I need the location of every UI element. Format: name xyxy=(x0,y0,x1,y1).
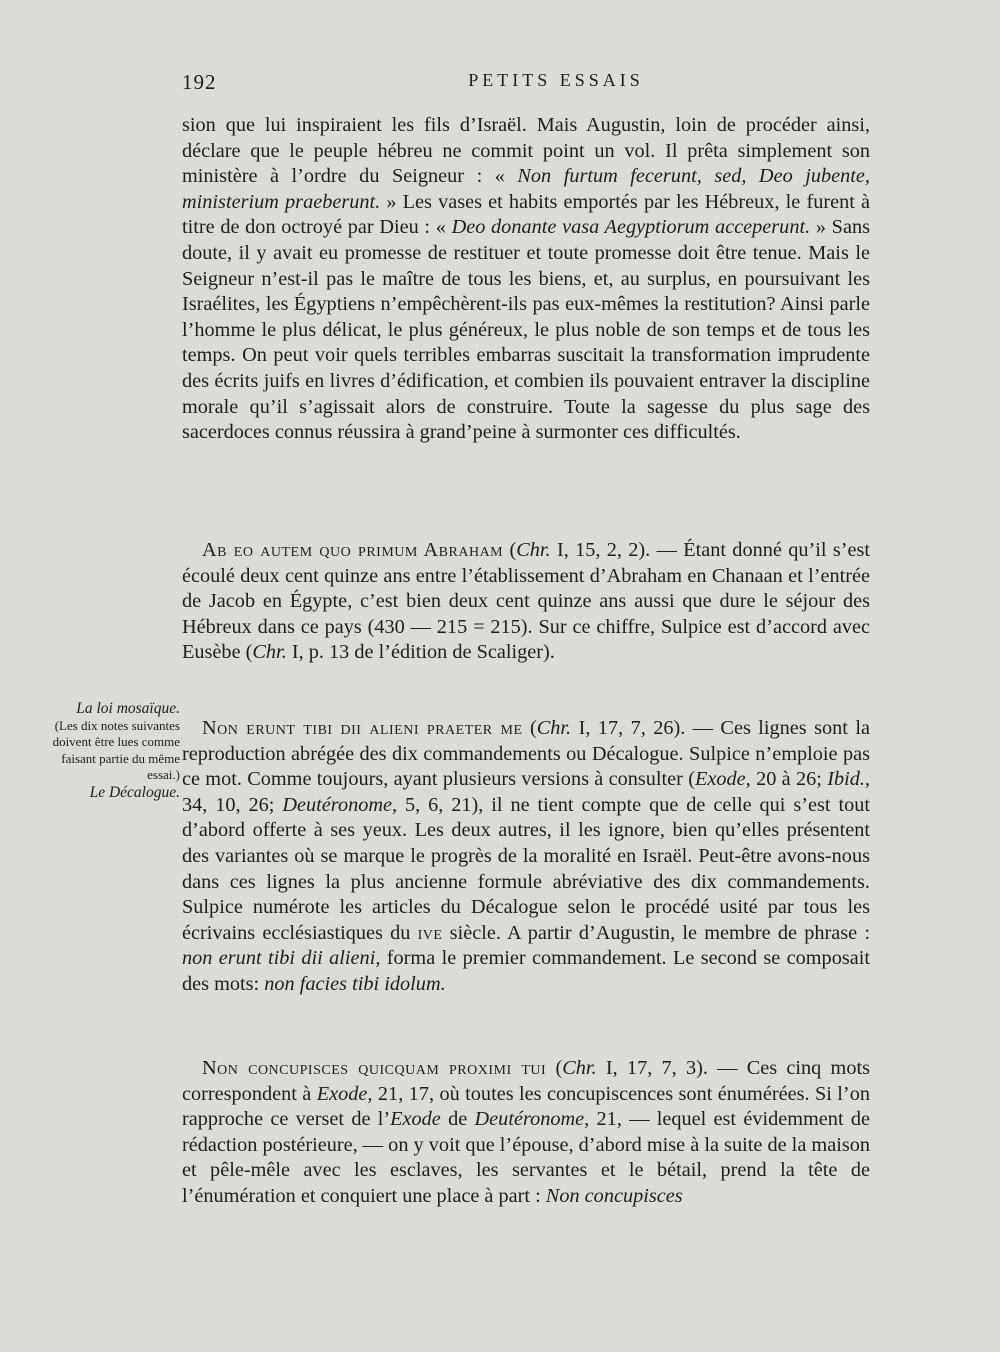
margin-notes xyxy=(40,700,180,801)
para3-quote-1: non erunt tibi dii alieni, xyxy=(182,947,381,970)
para3-text-4: 5, 6, 21), il ne tient compte que de celle qui s’est tout d’abord offerte à ses yeux. Les deux autres, il les ignore, bien qu’elles présentent des variantes où se marque le progrès de la moralité en Israël. Peut-être avons-nous dans ces lignes la plus ancienne formule abréviative des dix commandements. Sulpice numérote les articles du Décalogue selon le procédé usité par tous les écrivains ecclésiastiques du xyxy=(182,793,870,944)
para2-text-1: Étant donné qu’il s’est écoulé deux cent quinze ans entre l’établissement d’Abraham en Chanaan et l’entrée de Jacob en Égypte, c’est bien deux cent quinze ans aussi que dure le séjour des Hébreux dans ce pays (430 — 215 = 215). Sur ce chiffre, Sulpice est d’accord avec Eusèbe ( xyxy=(182,539,870,664)
para2-ref-open: ( xyxy=(509,539,517,561)
para4-text-1: Ces cinq mots correspondent à xyxy=(182,1057,870,1105)
para3-ibid: Ibid., xyxy=(827,768,870,791)
para2-heading: Ab eo autem quo primum Abraham xyxy=(202,539,504,561)
running-title: PETITS ESSAIS xyxy=(468,70,644,90)
page-header xyxy=(182,70,870,104)
para4-text-3: de xyxy=(448,1108,468,1131)
para4-deuteronome: Deutéronome, xyxy=(474,1108,590,1131)
para4-quote: Non concupisces xyxy=(545,1184,683,1207)
para4-heading: Non concupisces quicquam proximi tui xyxy=(202,1057,547,1079)
para3-text-3: 34, 10, 26; xyxy=(182,793,275,816)
para3-ref-open: ( xyxy=(529,717,537,739)
para2-ref-italic: Chr. xyxy=(516,539,551,561)
para3-deuteronome: Deutéronome, xyxy=(282,793,398,816)
para4-ref-italic: Chr. xyxy=(562,1057,597,1079)
para2-ref-rest: I, 15, 2, 2). — xyxy=(556,539,677,561)
para2-text-2: I, p. 13 de l’édition de Scaliger). xyxy=(291,641,555,664)
paragraph-2 xyxy=(182,538,870,666)
para1-text-1: sion que lui inspiraient les fils d’Israël. Mais Augustin, loin de procéder ainsi, déclare que le peuple hébreu ne commit point un vol. Il prêta simplement son ministère à l’ordre du Seigneur : « xyxy=(182,114,870,188)
para3-heading: Non erunt tibi dii alieni praeter me xyxy=(202,717,523,739)
para1-quote-1: Non furtum fecerunt, sed, Deo jubente, ministerium praeberunt. xyxy=(182,165,870,213)
para1-quote-2: Deo donante vasa Aegyptiorum acceperunt. xyxy=(451,216,811,239)
para3-quote-2: non facies tibi idolum. xyxy=(264,972,446,995)
paragraph-3 xyxy=(182,716,870,998)
margin-note-parenthetical: (Les dix notes suivantes doivent être lues comme faisant partie du même essai.) xyxy=(52,717,180,782)
para4-ref-rest: I, 17, 7, 3). — xyxy=(605,1057,738,1079)
para3-century: ive xyxy=(417,921,443,944)
para3-text-5: siècle. A partir d’Augustin, le membre de phrase : xyxy=(449,921,871,944)
para4-text-4: 21, — lequel est évidemment de rédaction postérieure, — on y voit que l’épouse, d’abord mise à la suite de la maison et pêle-mêle avec les esclaves, les servantes et le bétail, prend la tête de l’énumération et conquiert une place à part : xyxy=(182,1108,870,1207)
para1-text-3: » Sans doute, il y avait eu promesse de restituer et toute promesse doit être tenue. Mais le Seigneur n’est-il pas le maître de tous les biens, et, au surplus, en poursuivant les Israélites, les Égyptiens n’empêchèrent-ils pas eux-mêmes la restitution? Ainsi parle l’homme le plus délicat, le plus généreux, le plus noble de son temps et de tous les temps. On peut voir quels terribles embarras suscitait la transformation imprudente des écrits juifs en livres d’édification, et combien ils pouvaient entraver la discipline morale qu’il s’agissait alors de construire. Toute la sagesse du plus sage des sacerdoces connus réussira à grand’peine à surmonter ces difficultés. xyxy=(182,216,870,444)
para3-exode: Exode, xyxy=(695,768,751,791)
para4-ref-open: ( xyxy=(555,1057,563,1079)
para2-chr: Chr. xyxy=(252,641,287,664)
paragraph-1 xyxy=(182,113,870,446)
para1-text-2: » Les vases et habits emportés par les Hébreux, le furent à titre de don octroyé par Dieu : « xyxy=(182,190,870,239)
para3-text-6: forma le premier commandement. Le second se composait des mots: xyxy=(182,947,871,995)
margin-note-loi-mosaique: La loi mosaïque. xyxy=(76,700,180,717)
para3-ref-italic: Chr. xyxy=(536,717,572,739)
para4-text-2: 21, 17, où toutes les concupiscences sont énumérées. Si l’on rapproche ce verset de l’ xyxy=(182,1082,870,1131)
margin-note-decalogue: Le Décalogue. xyxy=(89,783,180,801)
paragraph-4 xyxy=(182,1056,870,1210)
para3-ref-rest: I, 17, 7, 26). — xyxy=(578,717,713,739)
para4-exode-2: Exode xyxy=(390,1108,441,1131)
page-number: 192 xyxy=(182,70,217,94)
para3-text-1: Ces lignes sont la reproduction abrégée des dix commandements ou Décalogue. Sulpice n’emploie pas ce mot. Comme toujours, ayant plusieurs versions à consulter ( xyxy=(182,717,870,791)
para4-exode-1: Exode, xyxy=(316,1082,373,1105)
para3-text-2: 20 à 26; xyxy=(756,768,822,791)
